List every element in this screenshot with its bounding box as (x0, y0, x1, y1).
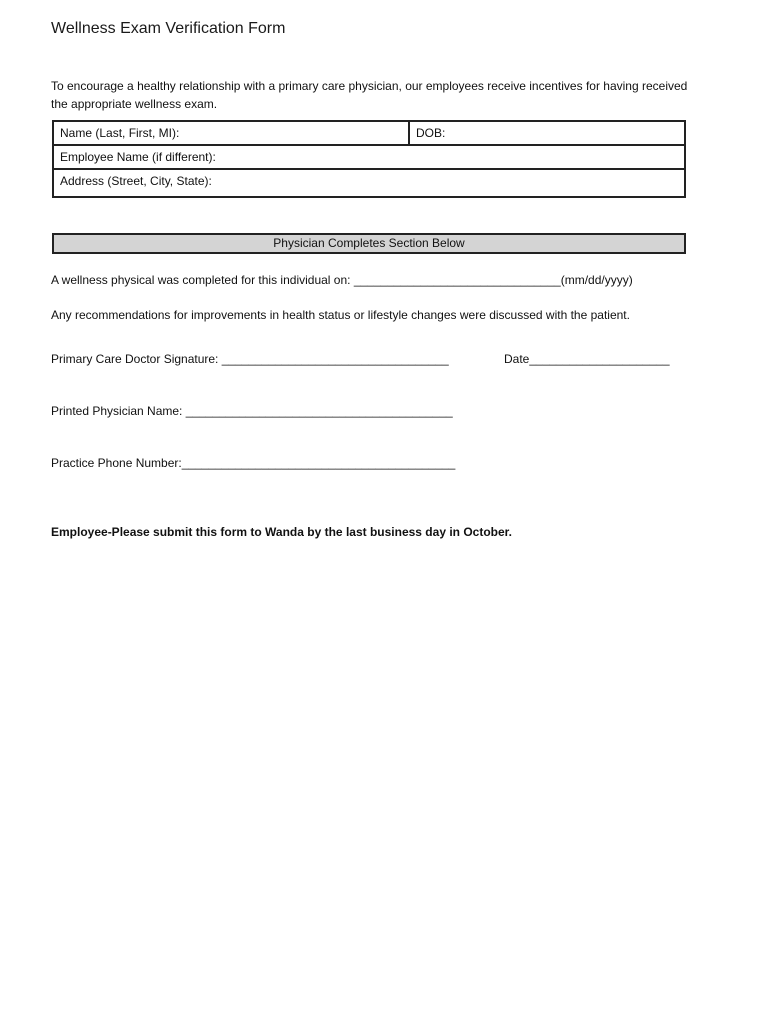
practice-phone-line[interactable]: Practice Phone Number:_________________________________________ (51, 456, 456, 470)
physician-section-header: Physician Completes Section Below (52, 233, 686, 254)
name-dob-row (54, 122, 684, 146)
intro-paragraph: To encourage a healthy relationship with a primary care physician, our employees receive incentives for having received the appropriate wellness exam. (51, 79, 688, 111)
employee-name-field-label[interactable]: Employee Name (if different): (60, 150, 216, 164)
form-title: Wellness Exam Verification Form (51, 20, 286, 37)
employee-info-table (52, 120, 686, 198)
dob-field-label[interactable]: DOB: (416, 126, 446, 140)
printed-physician-name-line[interactable]: Printed Physician Name: ________________________________________ (51, 404, 453, 418)
address-field-label[interactable]: Address (Street, City, State): (60, 174, 212, 188)
submit-instructions: Employee-Please submit this form to Wanda by the last business day in October. (51, 525, 512, 539)
exam-completed-date-line[interactable]: A wellness physical was completed for this individual on: _______________________________(mm/dd/yyyy) (51, 273, 633, 287)
address-row (54, 170, 684, 196)
name-field-label[interactable]: Name (Last, First, MI): (60, 126, 180, 140)
employee-name-row (54, 146, 684, 170)
recommendations-statement: Any recommendations for improvements in health status or lifestyle changes were discussed with the patient. (51, 308, 630, 322)
dob-divider (408, 122, 410, 144)
signature-date-line[interactable]: Date_____________________ (504, 352, 670, 366)
doctor-signature-line[interactable]: Primary Care Doctor Signature: __________________________________ (51, 352, 449, 366)
